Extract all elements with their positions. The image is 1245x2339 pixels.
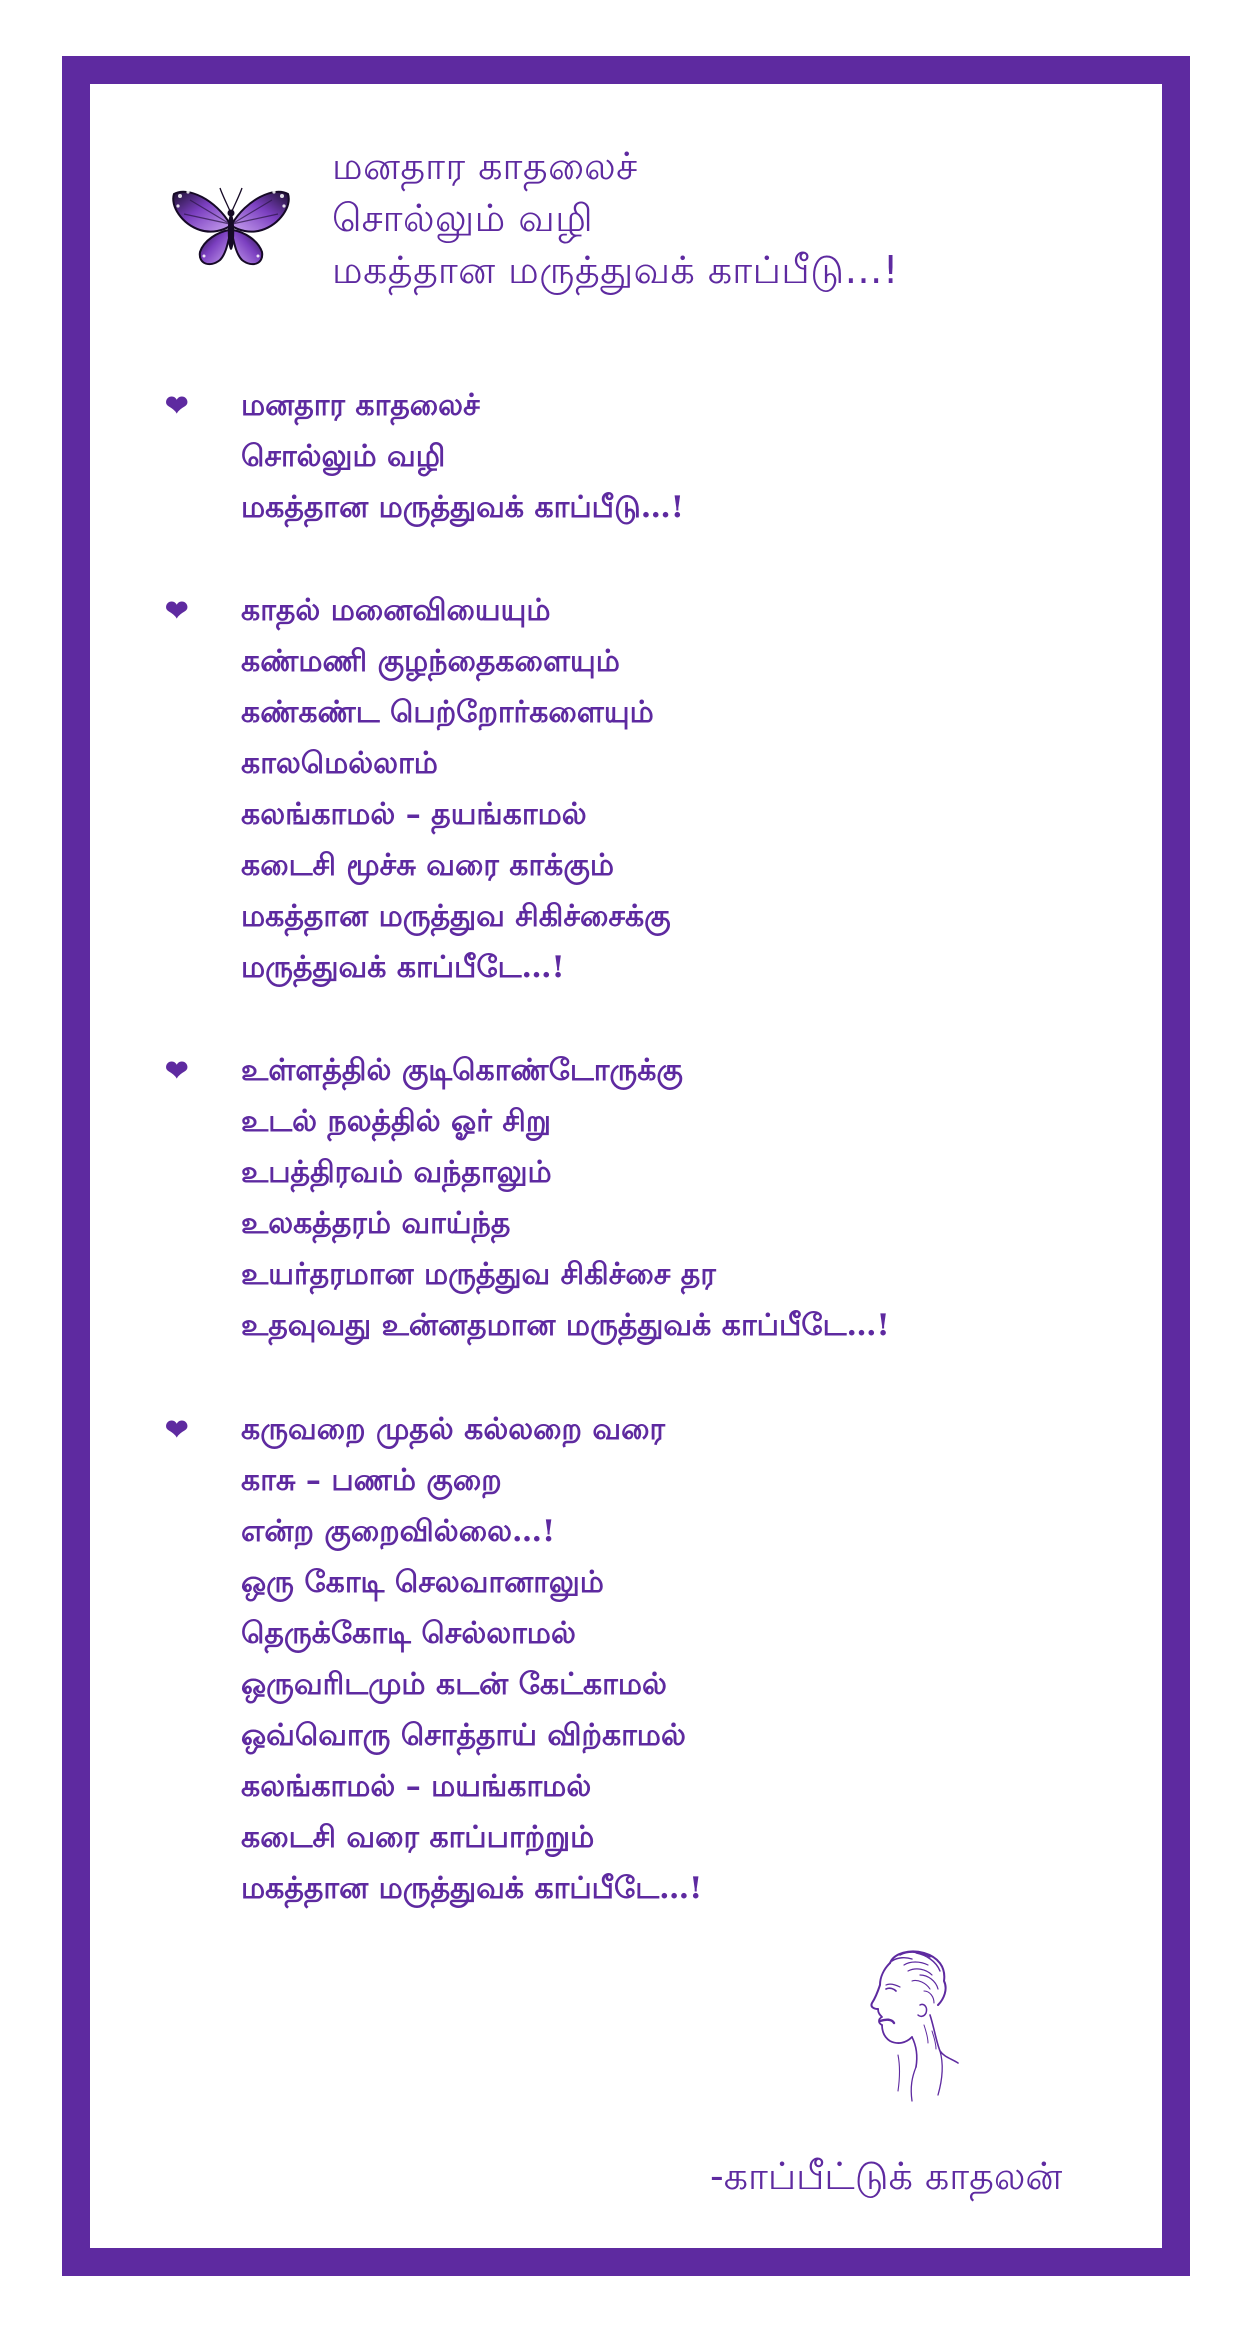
poem-line: மகத்தான மருத்துவ சிகிச்சைக்கு	[241, 899, 671, 934]
poem-line: என்ற குறைவில்லை…!	[241, 1514, 556, 1549]
poem-line: ஒரு கோடி செலவானாலும்	[241, 1565, 604, 1600]
author-signature: -காப்பீட்டுக் காதலன்	[710, 2154, 1063, 2198]
poem-line: மனதார காதலைச்	[241, 388, 480, 423]
poem-line: கலங்காமல் – தயங்காமல்	[241, 797, 587, 832]
header-title-line: மகத்தான மருத்துவக் காப்பீடு…!	[332, 248, 899, 292]
poem-line: உயர்தரமான மருத்துவ சிகிச்சை தர	[241, 1257, 716, 1292]
poem-line: ஒவ்வொரு சொத்தாய் விற்காமல்	[241, 1718, 686, 1753]
poem-line: கண்கண்ட பெற்றோர்களையும்	[241, 695, 654, 730]
heart-icon: ❤	[165, 1413, 189, 1446]
portrait-sketch	[820, 1945, 970, 2120]
butterfly-icon	[170, 180, 292, 272]
poem-line: கடைசி மூச்சு வரை காக்கும்	[241, 848, 614, 883]
poem-line: மகத்தான மருத்துவக் காப்பீடு…!	[241, 490, 684, 525]
poem-line: காலமெல்லாம்	[241, 746, 438, 781]
poem-line: உடல் நலத்தில் ஓர் சிறு	[241, 1104, 551, 1139]
poem-line: கலங்காமல் – மயங்காமல்	[241, 1769, 592, 1804]
poem-line: மருத்துவக் காப்பீடே…!	[241, 950, 565, 985]
header-title-line: சொல்லும் வழி	[332, 196, 594, 240]
poem-line: உதவுவது உன்னதமான மருத்துவக் காப்பீடே…!	[241, 1308, 890, 1343]
poem-line: காதல் மனைவியையும்	[241, 593, 551, 628]
header-title-line: மனதார காதலைச்	[332, 144, 638, 188]
poem-line: கருவறை முதல் கல்லறை வரை	[241, 1412, 665, 1447]
poem-line: சொல்லும் வழி	[241, 439, 446, 474]
heart-icon: ❤	[165, 389, 189, 422]
poem-line: கண்மணி குழந்தைகளையும்	[241, 644, 620, 679]
poem-line: ஒருவரிடமும் கடன் கேட்காமல்	[241, 1667, 667, 1702]
heart-icon: ❤	[165, 594, 189, 627]
poem-line: உலகத்தரம் வாய்ந்த	[241, 1206, 511, 1241]
header-title	[332, 140, 899, 296]
poem-line: காசு – பணம் குறை	[241, 1463, 502, 1498]
poem-line: மகத்தான மருத்துவக் காப்பீடே…!	[241, 1871, 703, 1906]
poem-line: தெருக்கோடி செல்லாமல்	[241, 1616, 576, 1651]
poem-line: உள்ளத்தில் குடிகொண்டோருக்கு	[241, 1053, 683, 1088]
heart-icon: ❤	[165, 1054, 189, 1087]
poem-line: கடைசி வரை காப்பாற்றும்	[241, 1820, 595, 1855]
poem-line: உபத்திரவம் வந்தாலும்	[241, 1155, 552, 1190]
